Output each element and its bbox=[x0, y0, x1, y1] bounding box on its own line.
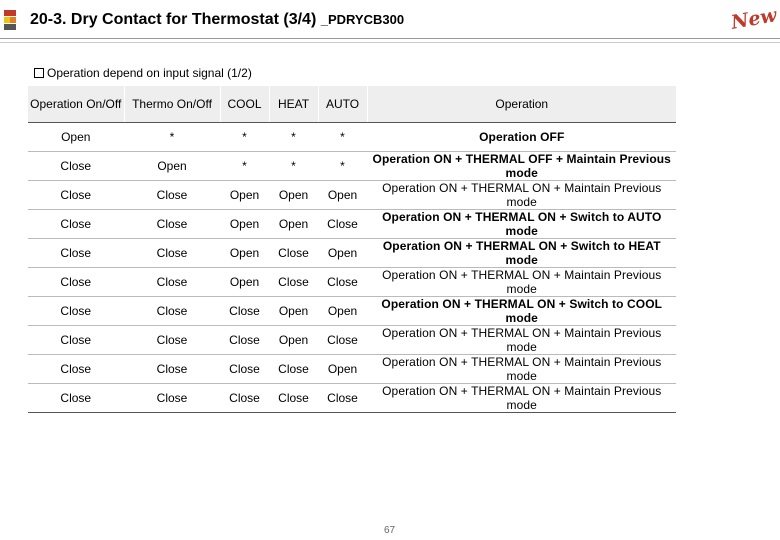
signal-cell: Open bbox=[318, 239, 367, 268]
signal-cell: Open bbox=[269, 297, 318, 326]
operation-cell: Operation ON + THERMAL ON + Maintain Previous mode bbox=[367, 268, 676, 297]
table-row bbox=[28, 181, 676, 210]
operation-cell: Operation ON + THERMAL ON + Maintain Previous mode bbox=[367, 181, 676, 210]
table-row bbox=[28, 297, 676, 326]
signal-cell: Close bbox=[269, 384, 318, 413]
company-logo-icon bbox=[4, 10, 16, 32]
signal-cell: Open bbox=[269, 326, 318, 355]
operation-cell: Operation ON + THERMAL OFF + Maintain Previous mode bbox=[367, 152, 676, 181]
column-header: Operation On/Off bbox=[28, 86, 124, 123]
page-number: 67 bbox=[384, 525, 396, 536]
table-row bbox=[28, 152, 676, 181]
signal-cell: Close bbox=[28, 181, 124, 210]
signal-cell: Open bbox=[28, 123, 124, 152]
signal-cell: Open bbox=[220, 239, 269, 268]
model-code: _PDRYCB300 bbox=[320, 12, 405, 27]
signal-cell: Open bbox=[124, 152, 220, 181]
signal-cell: Open bbox=[220, 268, 269, 297]
signal-cell: * bbox=[269, 123, 318, 152]
signal-cell: Close bbox=[124, 297, 220, 326]
checkbox-bullet-icon bbox=[34, 68, 44, 78]
table-row bbox=[28, 384, 676, 413]
signal-cell: Close bbox=[28, 210, 124, 239]
table-row bbox=[28, 326, 676, 355]
signal-cell: Close bbox=[220, 326, 269, 355]
operation-cell: Operation ON + THERMAL ON + Maintain Previous mode bbox=[367, 326, 676, 355]
operation-cell: Operation OFF bbox=[367, 123, 676, 152]
section-heading-text: Operation depend on input signal (1/2) bbox=[47, 66, 252, 80]
signal-cell: Close bbox=[28, 384, 124, 413]
signal-cell: Close bbox=[28, 239, 124, 268]
operation-cell: Operation ON + THERMAL ON + Maintain Previous mode bbox=[367, 355, 676, 384]
column-header: AUTO bbox=[318, 86, 367, 123]
signal-cell: * bbox=[318, 123, 367, 152]
signal-cell: Open bbox=[318, 297, 367, 326]
table-row bbox=[28, 239, 676, 268]
signal-cell: Open bbox=[318, 181, 367, 210]
operation-cell: Operation ON + THERMAL ON + Maintain Previous mode bbox=[367, 384, 676, 413]
column-header: Thermo On/Off bbox=[124, 86, 220, 123]
signal-cell: Close bbox=[318, 326, 367, 355]
signal-cell: Close bbox=[28, 355, 124, 384]
signal-cell: Close bbox=[220, 355, 269, 384]
page-title-text: 20-3. Dry Contact for Thermostat (3/4) bbox=[30, 11, 317, 28]
signal-cell: Open bbox=[318, 355, 367, 384]
signal-cell: Open bbox=[269, 210, 318, 239]
signal-cell: Close bbox=[124, 181, 220, 210]
signal-cell: Close bbox=[318, 210, 367, 239]
signal-cell: Close bbox=[269, 355, 318, 384]
page-title bbox=[30, 11, 404, 29]
signal-cell: * bbox=[220, 123, 269, 152]
signal-cell: Close bbox=[318, 384, 367, 413]
signal-cell: Close bbox=[28, 268, 124, 297]
column-header: Operation bbox=[367, 86, 676, 123]
signal-cell: Open bbox=[220, 210, 269, 239]
signal-cell: * bbox=[318, 152, 367, 181]
signal-cell: Close bbox=[124, 210, 220, 239]
operation-table bbox=[28, 86, 676, 413]
signal-cell: Close bbox=[124, 384, 220, 413]
section-heading bbox=[34, 66, 252, 80]
signal-cell: Close bbox=[220, 384, 269, 413]
signal-cell: * bbox=[269, 152, 318, 181]
signal-cell: Close bbox=[28, 152, 124, 181]
signal-cell: Open bbox=[269, 181, 318, 210]
signal-cell: Close bbox=[318, 268, 367, 297]
column-header: HEAT bbox=[269, 86, 318, 123]
signal-cell: Close bbox=[220, 297, 269, 326]
signal-cell: Open bbox=[220, 181, 269, 210]
signal-cell: Close bbox=[28, 326, 124, 355]
table-row bbox=[28, 123, 676, 152]
new-badge: New bbox=[729, 4, 779, 34]
operation-cell: Operation ON + THERMAL ON + Switch to COOL mode bbox=[367, 297, 676, 326]
table-row bbox=[28, 268, 676, 297]
table-row bbox=[28, 210, 676, 239]
signal-cell: Close bbox=[124, 239, 220, 268]
signal-cell: * bbox=[220, 152, 269, 181]
header-divider bbox=[0, 38, 780, 39]
table-row bbox=[28, 355, 676, 384]
column-header: COOL bbox=[220, 86, 269, 123]
signal-cell: Close bbox=[124, 268, 220, 297]
signal-cell: Close bbox=[124, 355, 220, 384]
signal-cell: Close bbox=[269, 239, 318, 268]
signal-cell: Close bbox=[124, 326, 220, 355]
operation-cell: Operation ON + THERMAL ON + Switch to HEAT mode bbox=[367, 239, 676, 268]
signal-cell: Close bbox=[269, 268, 318, 297]
table-header-row bbox=[28, 86, 676, 123]
signal-cell: * bbox=[124, 123, 220, 152]
header-divider-secondary bbox=[0, 42, 780, 43]
operation-cell: Operation ON + THERMAL ON + Switch to AUTO mode bbox=[367, 210, 676, 239]
signal-cell: Close bbox=[28, 297, 124, 326]
